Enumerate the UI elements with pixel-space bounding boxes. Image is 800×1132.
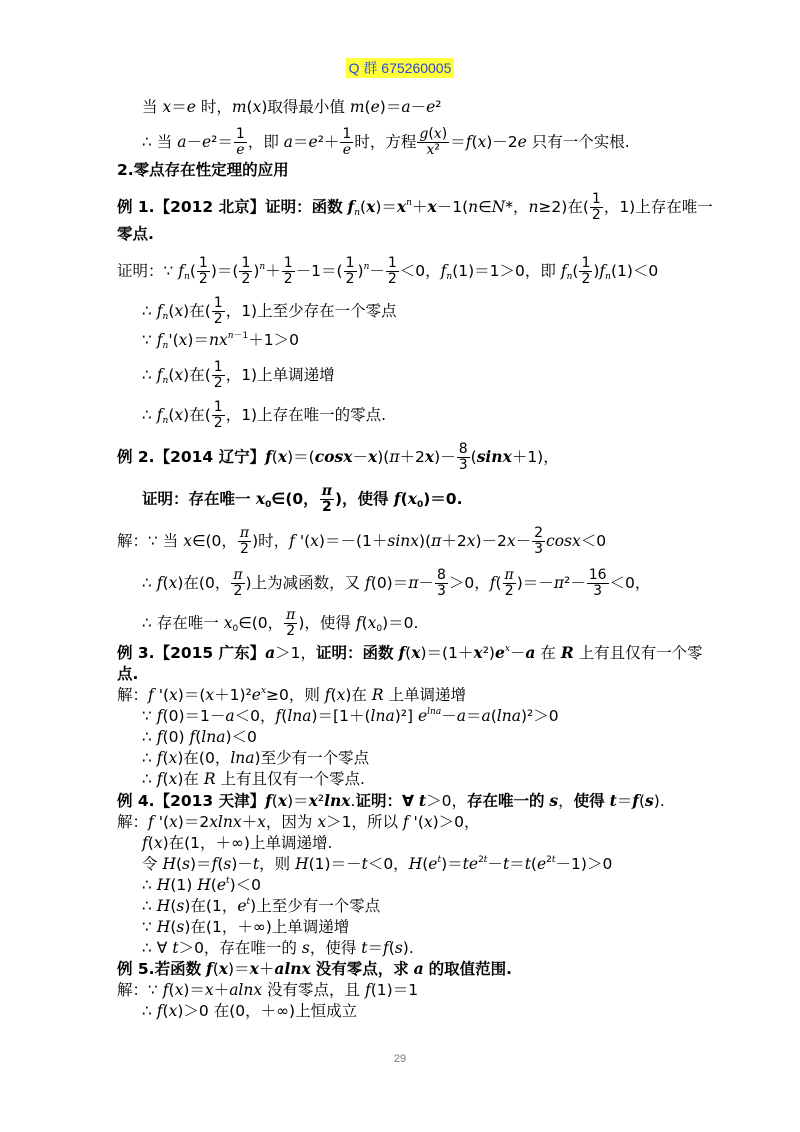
line-29: ∵ H(s)在(1，＋∞)上单调递增 — [142, 918, 350, 936]
line-18: 解：f '$(x)=(x+1)^2e^x\ge 0$，则 f(x)在 R 上单调递增 — [117, 686, 466, 704]
line-10: ∴ $f_n(x)$在( $\frac{1}{2}$ ，1)上存在唯一的零点. — [142, 399, 387, 431]
line-25: f(x)在(1，＋∞)上单调递增. — [142, 834, 333, 852]
page-number: 29 — [393, 1053, 407, 1065]
example-1-title: 例 1.【2012 北京】证明：函数 $f_n(x)=x^n+x-1(n\in N*$，n≥2)在( $\frac{1}{2}$ ，1)上存在唯一 — [117, 191, 713, 223]
line-19: ∵ f(0)＝1－a＜0，f(lna)＝[1＋(lna)²] $e^{lna}-a=a(\ln a)^2>0$ — [142, 707, 559, 725]
example-3-title-cont: 点. — [117, 665, 139, 683]
line-28: ∴ H(s)在(1，$e^t$)上至少有一个零点 — [142, 897, 381, 915]
qq-group-label: Q 群 675260005 — [346, 58, 455, 78]
example-2-title: 例 2.【2014 辽宁】f(x)＝(cosx－x)(π＋2x)－ $\frac{8}{3}$ (sinx＋1)， — [117, 441, 559, 473]
line-13: 解：∵ 当 x∈(0， $\frac{\pi}{2}$ )时，f '(x)＝－(1＋sinx)(π＋2x)－2x－ $\frac{2}{3}$ cosx＜0 — [117, 525, 607, 557]
line-32: 解：∵ f(x)＝x＋alnx 没有零点，且 f(1)＝1 — [117, 981, 419, 999]
example-3-title: 例 3.【2015 广东】a＞1，证明：函数 $f(x)=(1+x^2)e^x-a$ 在 R 上有且仅有一个零 — [117, 643, 703, 662]
example-1-title-cont: 零点. — [117, 225, 154, 243]
line-09: ∴ $f_n(x)$在( $\frac{1}{2}$ ，1)上单调递增 — [142, 359, 335, 391]
example-2-claim: 证明：存在唯一 $x_0\in(0$， $\frac{\pi}{2}$ )，使得 $f(x_0)=0$. — [142, 483, 463, 515]
line-20: ∴ f(0) f(lna)＜0 — [142, 728, 257, 746]
example-5-title: 例 5.若函数 f(x)＝x＋alnx 没有零点，求 a 的取值范围. — [117, 959, 513, 978]
line-08: ∵ $f_n'(x)=nx^{n-1}+1>0$ — [142, 331, 299, 351]
line-33: ∴ f(x)＞0 在(0，＋∞)上恒成立 — [142, 1002, 358, 1020]
line-30: ∴ ∀ t＞0，存在唯一的 s，使得 t＝f(s). — [142, 939, 414, 957]
line-26: 令 H(s)＝f(s)－t，则 H(1)＝－t＜0，$H(e^t)=te^{2t}-t=t(e^{2t}-1)>0$ — [142, 855, 613, 873]
line-22: ∴ f(x)在 R 上有且仅有一个零点. — [142, 770, 365, 788]
example-4-title: 例 4.【2013 天津】f(x)＝x²lnx.证明：∀ t＞0，存在唯一的 s，使得 t＝f(s). — [117, 791, 665, 810]
line-24: 解：f '(x)＝2xlnx＋x，因为 x＞1，所以 f '(x)＞0， — [117, 813, 480, 831]
line-15: ∴ 存在唯一 $x_0\in(0$， $\frac{\pi}{2}$ )，使得 $f(x_0)=0$. — [142, 607, 419, 639]
line-01: 当 x＝e 时，m(x)取得最小值 m(e)＝a－e² — [142, 98, 442, 116]
line-07: ∴ $f_n(x)$在( $\frac{1}{2}$ ，1)上至少存在一个零点 — [142, 295, 397, 327]
line-21: ∴ f(x)在(0，lna)至少有一个零点 — [142, 749, 370, 767]
line-14: ∴ f(x)在(0， $\frac{\pi}{2}$ )上为减函数，又 f(0)＝π－ $\frac{8}{3}$ ＞0，f( $\frac{\pi}{2}$ )＝－π²－ $\frac{16}{3}$ ＜0， — [142, 567, 651, 599]
line-06: 证明：∵ $f_n$( $\frac{1}{2}$ )＝( $\frac{1}{2}$ )$^n$＋ $\frac{1}{2}$ －1＝( $\frac{1}{2}$ )$^n$－ $\frac{1}{2}$ ＜0，$f_n(1)=1>0$，即 $f_n$( $\frac{1}{2}$ )$f_n(1)<0$ — [117, 255, 659, 287]
line-27: ∴ H(1) $H(e^t)<0$ — [142, 876, 262, 894]
page-header — [0, 58, 800, 78]
section-heading: 2.零点存在性定理的应用 — [117, 161, 289, 179]
line-02: ∴ 当 a－e²＝ $\frac{1}{e}$ ，即 a＝e²＋ $\frac{1}{e}$ 时，方程 $\frac{g(x)}{\text{x²}}$ ＝f(x)－2e 只有一个实根. — [142, 126, 630, 158]
